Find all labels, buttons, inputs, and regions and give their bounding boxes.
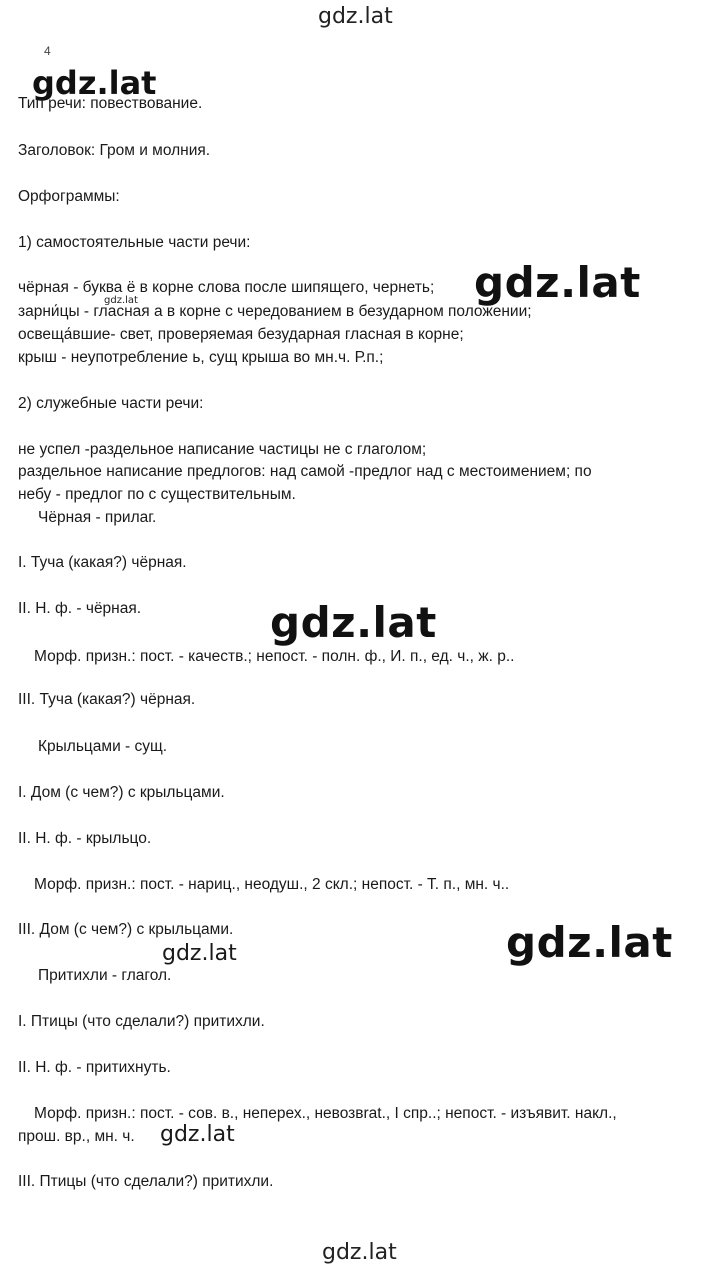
spelling-item-2: зарни́цы - гласная а в корне с чередованием в безударном положении; <box>18 303 532 320</box>
verb-morph-1: Морф. призн.: пост. - сов. в., неперех., невозвrat., I спр..; непост. - изъявит. накл., <box>34 1105 617 1122</box>
spelling-item-1: чёрная - буква ё в корне слова после шипящего, чернеть; <box>18 279 435 296</box>
spelling-item-4: крыш - неупотребление ь, сущ крыша во мн.ч. Р.п.; <box>18 349 384 366</box>
service-item-3: небу - предлог по с существительным. <box>18 486 296 503</box>
adjective-step-1: I. Туча (какая?) чёрная. <box>18 554 187 571</box>
verb-step-2: II. Н. ф. - притихнуть. <box>18 1059 171 1076</box>
adjective-heading: Чёрная - прилаг. <box>38 509 157 526</box>
independent-parts-heading: 1) самостоятельные части речи: <box>18 234 251 251</box>
tiny-watermark: gdz.lat <box>104 295 138 306</box>
adjective-step-2: II. Н. ф. - чёрная. <box>18 600 142 617</box>
service-item-1: не успел -раздельное написание частицы не с глаголом; <box>18 441 427 458</box>
title-line: Заголовок: Гром и молния. <box>18 142 211 159</box>
service-item-2: раздельное написание предлогов: над самой -предлог над с местоимением; по <box>18 463 592 480</box>
bottom-watermark: gdz.lat <box>322 1240 397 1265</box>
top-left-watermark: gdz.lat <box>32 64 157 102</box>
verb-heading: Притихли - глагол. <box>38 967 172 984</box>
big-watermark-3: gdz.lat <box>506 918 673 967</box>
noun-step-2: II. Н. ф. - крыльцо. <box>18 830 152 847</box>
stray-mark: 4 <box>44 44 51 58</box>
big-watermark-2: gdz.lat <box>270 598 437 647</box>
mid-watermark-2: gdz.lat <box>160 1122 235 1147</box>
noun-step-1: I. Дом (с чем?) с крыльцами. <box>18 784 225 801</box>
noun-morph: Морф. призн.: пост. - нариц., неодуш., 2 скл.; непост. - Т. п., мн. ч.. <box>34 876 510 893</box>
top-watermark: gdz.lat <box>318 4 393 29</box>
verb-step-3: III. Птицы (что сделали?) притихли. <box>18 1173 274 1190</box>
big-watermark-1: gdz.lat <box>474 258 641 307</box>
spelling-item-3: освеща́вшие- свет, проверяемая безударная гласная в корне; <box>18 326 464 343</box>
service-parts-heading: 2) служебные части речи: <box>18 395 204 412</box>
adjective-morph: Морф. призн.: пост. - качеств.; непост. - полн. ф., И. п., ед. ч., ж. р.. <box>34 648 515 665</box>
noun-step-3: III. Дом (с чем?) с крыльцами. <box>18 921 234 938</box>
speech-type-line: Тип речи: повествование. <box>18 95 203 112</box>
adjective-step-3: III. Туча (какая?) чёрная. <box>18 691 196 708</box>
spelling-heading: Орфограммы: <box>18 188 120 205</box>
mid-watermark-1: gdz.lat <box>162 941 237 966</box>
verb-step-1: I. Птицы (что сделали?) притихли. <box>18 1013 265 1030</box>
noun-heading: Крыльцами - сущ. <box>38 738 168 755</box>
verb-morph-2: прош. вр., мн. ч. <box>18 1128 135 1145</box>
